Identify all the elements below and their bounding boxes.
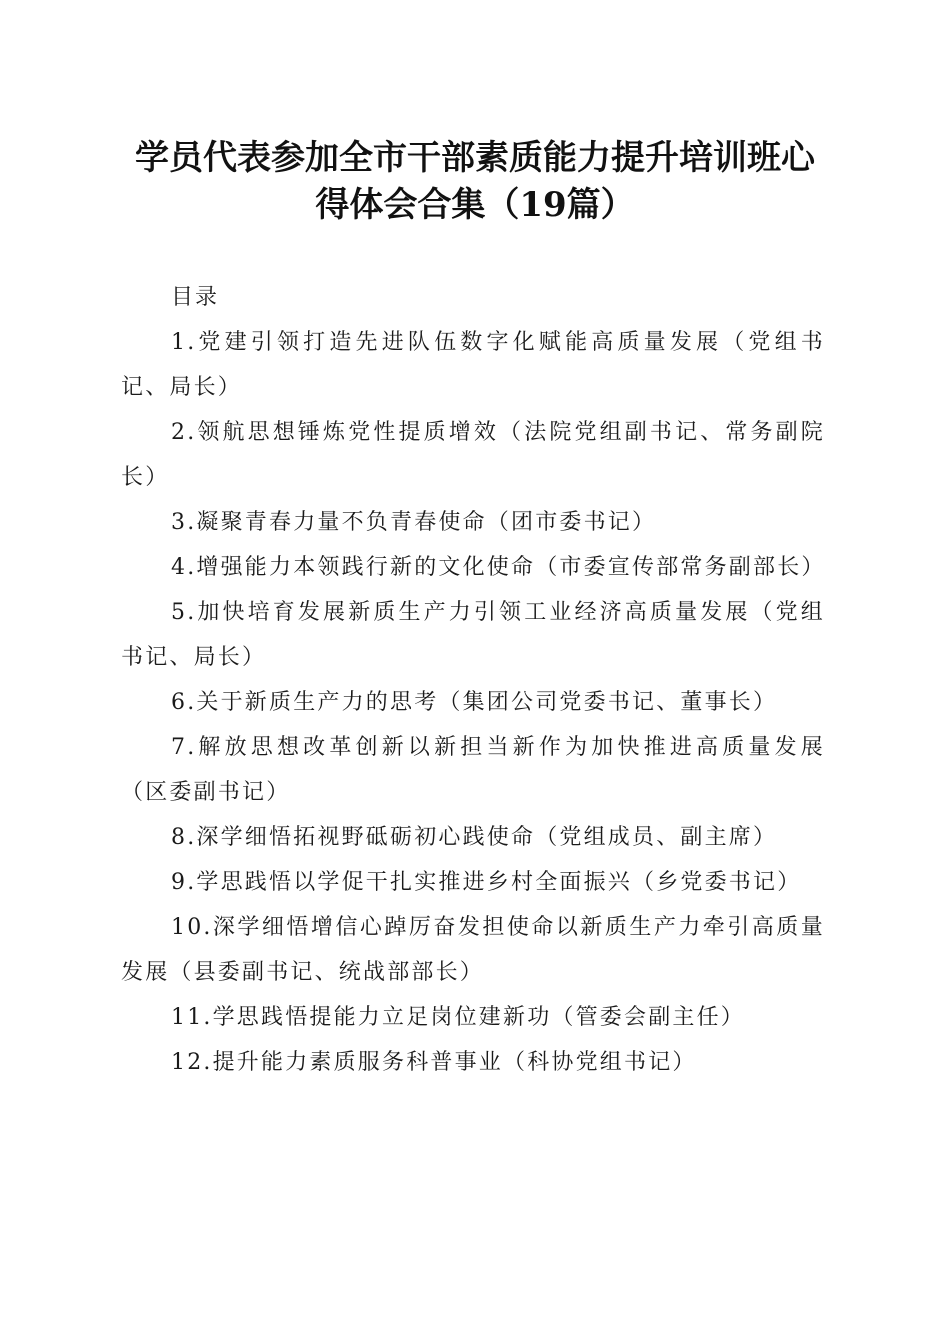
toc-item-3: 3.凝聚青春力量不负青春使命（团市委书记）	[171, 510, 657, 535]
toc-item-2: 2.领航思想锤炼党性提质增效（法院党组副书记、常务副院长）	[121, 420, 825, 490]
document-title-line-1: 学员代表参加全市干部素质能力提升培训班心	[135, 138, 815, 178]
toc-item-10: 10.深学细悟增信心踔厉奋发担使命以新质生产力牵引高质量发展（县委副书记、统战部部长）	[121, 915, 825, 985]
table-of-contents	[121, 275, 825, 1085]
toc-item-12: 12.提升能力素质服务科普事业（科协党组书记）	[171, 1050, 697, 1075]
toc-item-9: 9.学思践悟以学促干扎实推进乡村全面振兴（乡党委书记）	[171, 870, 802, 895]
toc-item-7: 7.解放思想改革创新以新担当新作为加快推进高质量发展（区委副书记）	[121, 735, 825, 805]
toc-item-11: 11.学思践悟提能力立足岗位建新功（管委会副主任）	[171, 1005, 745, 1030]
toc-heading: 目录	[171, 285, 220, 310]
toc-item-5: 5.加快培育发展新质生产力引领工业经济高质量发展（党组书记、局长）	[121, 600, 825, 670]
toc-item-6: 6.关于新质生产力的思考（集团公司党委书记、董事长）	[171, 690, 778, 715]
document-title-line-2: 得体会合集（19篇）	[315, 185, 635, 225]
toc-item-8: 8.深学细悟拓视野砥砺初心践使命（党组成员、副主席）	[171, 825, 778, 850]
toc-item-1: 1.党建引领打造先进队伍数字化赋能高质量发展（党组书记、局长）	[121, 330, 825, 400]
toc-item-4: 4.增强能力本领践行新的文化使命（市委宣传部常务副部长）	[171, 555, 826, 580]
